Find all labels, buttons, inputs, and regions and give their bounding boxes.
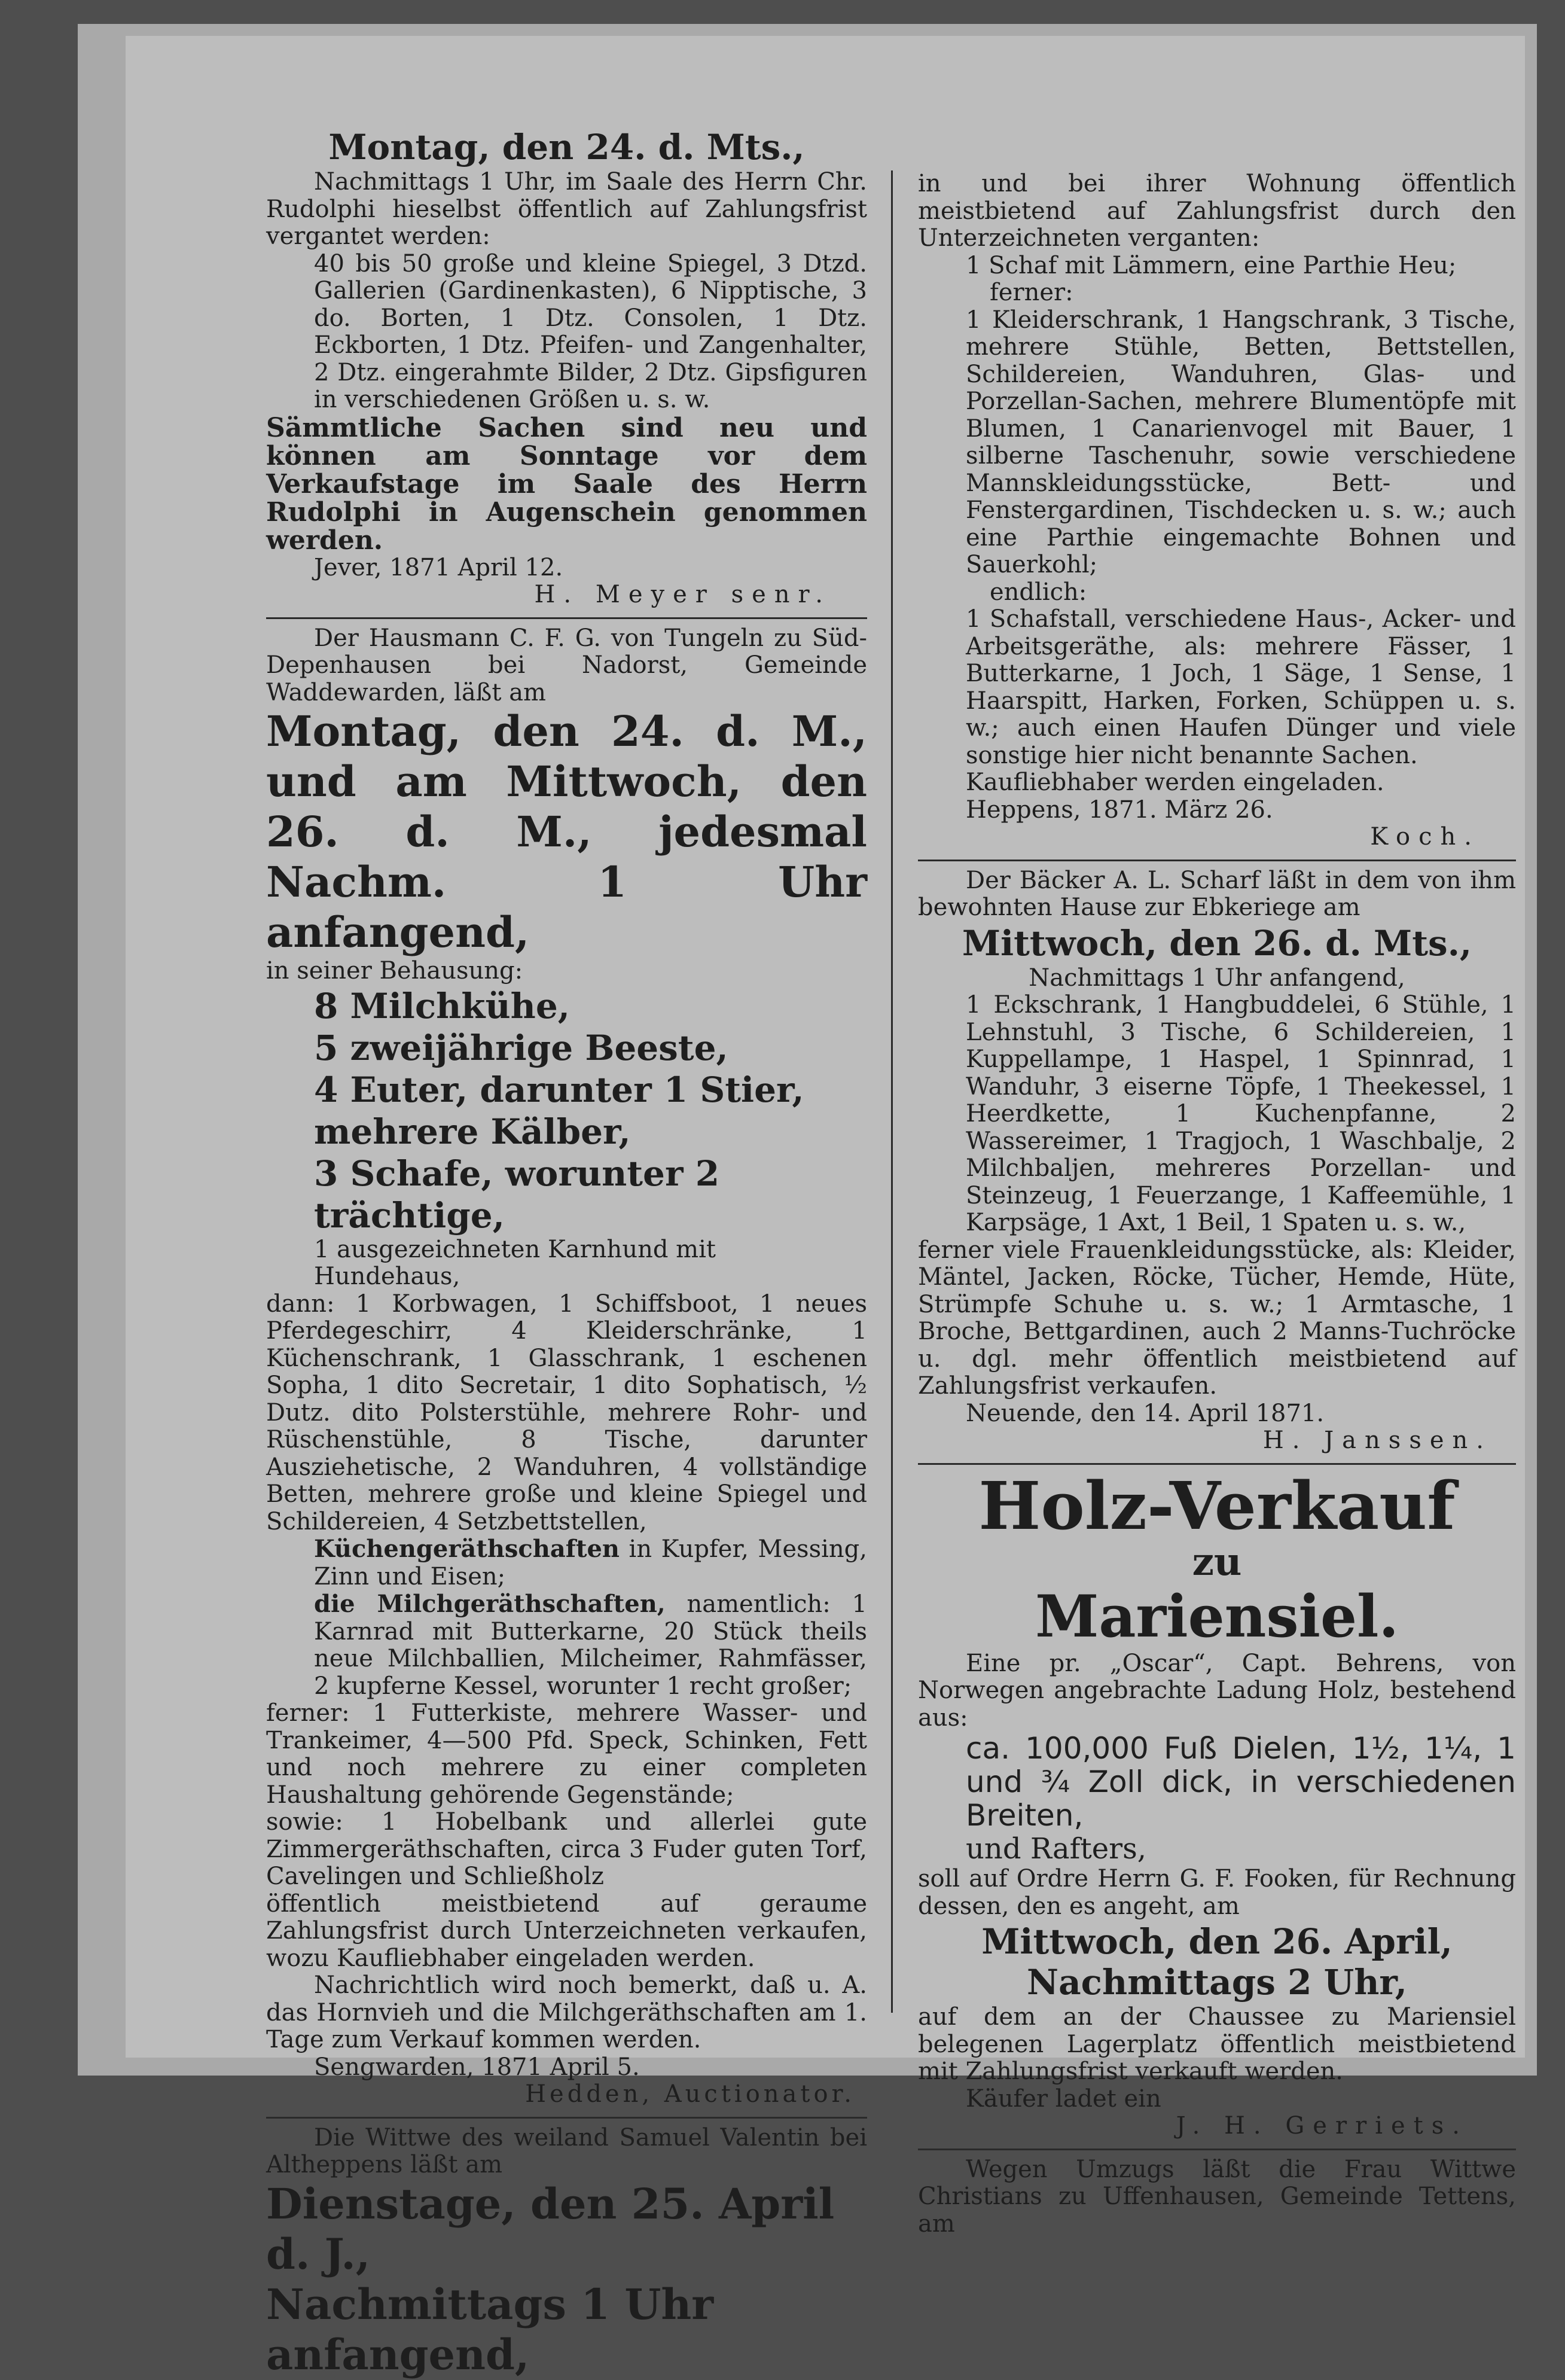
ad-postscript: Nachrichtlich wird noch bemerkt, daß u. A. das Hornvieh und die Milchgeräthschaften am 1. Tage zum Verkauf kommen werden.	[266, 1971, 867, 2053]
ad-location: in seiner Behausung:	[266, 957, 523, 985]
left-column	[266, 126, 867, 2380]
ad-ferner: ferner:	[990, 279, 1073, 306]
ad-intro: Die Wittwe des weiland Samuel Valentin bei Altheppens läßt am	[266, 2123, 867, 2178]
ad-sowie: sowie: 1 Hobelbank und allerlei gute Zimmergeräthschaften, circa 3 Fuder guten Torf, Cavelingen und Schließholz	[266, 1808, 867, 1890]
kuechen-rest: in Kupfer, Messing, Zinn und Eisen;	[314, 1535, 867, 1590]
ad-invite: Käufer ladet ein	[966, 2085, 1161, 2113]
ad-separator	[266, 617, 867, 619]
ad-von-tungeln	[266, 625, 867, 2108]
animal-item: 8 Milchkühe,	[314, 985, 570, 1026]
ad-separator	[918, 860, 1516, 861]
column-divider	[891, 170, 893, 2013]
ad-time: Nachmittags 1 Uhr anfangend,	[1029, 964, 1405, 992]
animal-item: 5 zweijährige Beeste,	[314, 1027, 728, 1068]
ad-heading: Nachmittags 1 Uhr anfangend,	[266, 2279, 714, 2379]
ad-ferner: ferner: 1 Futterkiste, mehrere Wasser- und Trankeimer, 4—500 Pfd. Speck, Schinken, Fett und noch mehrere zu einer completen Haushaltung gehörende Gegenstände;	[266, 1699, 867, 1809]
milch-label: die Milchgeräthschaften,	[314, 1590, 666, 1618]
ad-intro: Eine pr. „Oscar“, Capt. Behrens, von Norwegen angebrachte Ladung Holz, bestehend aus:	[918, 1649, 1516, 1732]
ad-valentin-continued	[918, 170, 1516, 851]
ad-item: ca. 100,000 Fuß Dielen, 1½, 1¼, 1 und ¾ Zoll dick, in verschiedenen Breiten,	[966, 1731, 1516, 1833]
ad-zu: zu	[1192, 1539, 1242, 1584]
ad-intro: Der Bäcker A. L. Scharf läßt in dem von ihm bewohnten Hause zur Ebkeriege am	[918, 866, 1516, 921]
ad-items: 1 Eckschrank, 1 Hangbuddelei, 6 Stühle, 1 Lehnstuhl, 3 Tische, 6 Schildereien, 1 Kuppellampe, 1 Haspel, 1 Spinnrad, 1 Wanduhr, 3 eiserne Töpfe, 1 Theekessel, 1 Heerdkette, 1 Kuchenpfanne, 2 Wassereimer, 1 Tragjoch, 1 Waschbalje, 2 Milchbaljen, mehreres Porzellan- und Steinzeug, 1 Feuerzange, 1 Kaffeemühle, 1 Karpsäge, 1 Axt, 1 Beil, 1 Spaten u. s. w.,	[966, 991, 1516, 1236]
ad-heading: Montag, den 24. d. M., und am Mittwoch, den 26. d. M., jedesmal Nachm. 1 Uhr anfangend,	[266, 706, 867, 957]
ad-signature: Koch.	[1370, 823, 1480, 851]
ad-heading: Mittwoch, den 26. d. Mts.,	[962, 922, 1472, 964]
ad-time: Nachmittags 2 Uhr,	[1027, 1962, 1407, 2003]
ad-rudolphi	[266, 126, 867, 609]
ad-body: in und bei ihrer Wohnung öffentlich meistbietend auf Zahlungsfrist durch den Unterzeichneten verganten:	[918, 170, 1516, 252]
ad-separator	[266, 2117, 867, 2119]
ad-title: Holz-Verkauf	[978, 1467, 1456, 1544]
ad-invite: Kaufliebhaber werden eingeladen.	[966, 769, 1384, 796]
ad-item: und Rafters,	[966, 1832, 1146, 1866]
ad-body: soll auf Ordre Herrn G. F. Fooken, für Rechnung dessen, den es angeht, am	[918, 1865, 1516, 1920]
ad-ferner: ferner viele Frauenkleidungsstücke, als: Kleider, Mäntel, Jacken, Röcke, Tücher, Hemde, Hüte, Strümpfe Schuhe u. s. w.; 1 Armtasche, 1 Broche, Bettgardinen, auch 2 Manns-Tuchröcke u. dgl. mehr öffentlich meistbietend auf Zahlungsfrist verkaufen.	[918, 1236, 1516, 1400]
ad-notice: Sämmtliche Sachen sind neu und können am Sonntage vor dem Verkaufstage im Saale des Herrn Rudolphi in Augenschein genommen werden.	[266, 412, 867, 556]
milch-rest: namentlich: 1 Karnrad mit Butterkarne, 20 Stück theils neue Milchballien, Milcheimer, Rahmfässer, 2 kupferne Kessel, worunter 1 recht großer;	[314, 1590, 868, 1700]
ad-place-date: Neuende, den 14. April 1871.	[966, 1399, 1325, 1427]
ad-heading: Montag, den 24. d. Mts.,	[328, 127, 805, 167]
ad-date: Mittwoch, den 26. April,	[981, 1921, 1453, 1962]
ad-valentin	[266, 2125, 867, 2380]
ad-items: 1 Kleiderschrank, 1 Hangschrank, 3 Tische, mehrere Stühle, Betten, Bettstellen, Schildereien, Wanduhren, Glas- und Porzellan-Sachen, mehrere Blumentöpfe mit Blumen, 1 Canarienvogel mit Bauer, 1 silberne Taschenuhr, sowie verschiedene Mannskleidungsstücke, Bett- und Fenstergardinen, Tischdecken u. s. w.; auch eine Parthie eingemachte Bohnen und Sauerkohl;	[966, 306, 1516, 578]
ad-separator	[918, 2149, 1516, 2150]
ad-dann: dann: 1 Korbwagen, 1 Schiffsboot, 1 neues Pferdegeschirr, 4 Kleiderschränke, 1 Küchenschrank, 1 Glasschrank, 1 eschenen Sopha, 1 dito Secretair, 1 dito Sophatisch, ½ Dutz. dito Polsterstühle, mehrere Rohr- und Rüschenstühle, 8 Tische, darunter Ausziehetische, 2 Wanduhren, 4 vollständige Betten, mehrere große und kleine Spiegel und Schildereien, 4 Setzbettstellen,	[266, 1290, 867, 1535]
animal-list	[266, 985, 867, 1236]
ad-items: 1 Schafstall, verschiedene Haus-, Acker- und Arbeitsgeräthe, als: mehrere Fässer, 1 Butterkarne, 1 Joch, 1 Säge, 1 Sense, 1 Haarspitt, Harken, Forken, Schüppen u. s. w.; auch einen Haufen Dünger und viele sonstige hier nicht benannte Sachen.	[966, 605, 1516, 769]
ad-intro: Der Hausmann C. F. G. von Tungeln zu Süd-Depenhausen bei Nadorst, Gemeinde Waddewarden, läßt am	[266, 624, 867, 706]
ad-signature: J. H. Gerriets.	[1176, 2112, 1468, 2140]
ad-items: 40 bis 50 große und kleine Spiegel, 3 Dtzd. Gallerien (Gardinenkasten), 6 Nipptische, 3 do. Borten, 1 Dtz. Consolen, 1 Dtz. Eckborten, 1 Dtz. Pfeifen- und Zangenhalter, 2 Dtz. eingerahmte Bilder, 2 Dtz. Gipsfiguren in verschiedenen Größen u. s. w.	[314, 249, 867, 413]
ad-holz-verkauf	[918, 1467, 1516, 2140]
ad-christians	[918, 2156, 1516, 2238]
ad-separator	[918, 1463, 1516, 1465]
ad-place-date: Sengwarden, 1871 April 5.	[314, 2053, 640, 2081]
ad-place-date: Heppens, 1871. März 26.	[966, 796, 1273, 824]
ad-closing: öffentlich meistbietend auf geraume Zahlungsfrist durch Unterzeichneten verkaufen, wozu Kaufliebhaber eingeladen werden.	[266, 1890, 867, 1972]
ad-dog: 1 ausgezeichneten Karnhund mit Hundehaus,	[314, 1235, 716, 1290]
right-column	[918, 170, 1516, 2238]
ad-place: Mariensiel.	[1035, 1582, 1399, 1650]
ad-scharf	[918, 867, 1516, 1455]
ad-item: 1 Schaf mit Lämmern, eine Parthie Heu;	[966, 251, 1457, 279]
ad-signature: H. Janssen.	[1262, 1427, 1492, 1454]
ad-endlich: endlich:	[990, 578, 1087, 606]
ad-place-text: auf dem an der Chaussee zu Mariensiel belegenen Lagerplatz öffentlich meistbietend mit Zahlungsfrist verkauft werden.	[918, 2003, 1516, 2085]
ad-signature: Hedden, Auctionator.	[525, 2080, 855, 2108]
ad-signature: H. Meyer senr.	[534, 581, 831, 608]
animal-item: 3 Schafe, worunter 2 trächtige,	[314, 1153, 720, 1236]
ad-place-date: Jever, 1871 April 12.	[314, 553, 563, 581]
ad-body: Nachmittags 1 Uhr, im Saale des Herrn Chr. Rudolphi hieselbst öffentlich auf Zahlungsfrist vergantet werden:	[266, 168, 867, 250]
ad-heading: Dienstage, den 25. April d. J.,	[266, 2178, 835, 2279]
kuechen-label: Küchengeräthschaften	[314, 1535, 620, 1563]
animal-item: 4 Euter, darunter 1 Stier,	[314, 1069, 804, 1110]
animal-item: mehrere Kälber,	[314, 1111, 631, 1152]
ad-intro: Wegen Umzugs läßt die Frau Wittwe Christians zu Uffenhausen, Gemeinde Tettens, am	[918, 2155, 1516, 2238]
